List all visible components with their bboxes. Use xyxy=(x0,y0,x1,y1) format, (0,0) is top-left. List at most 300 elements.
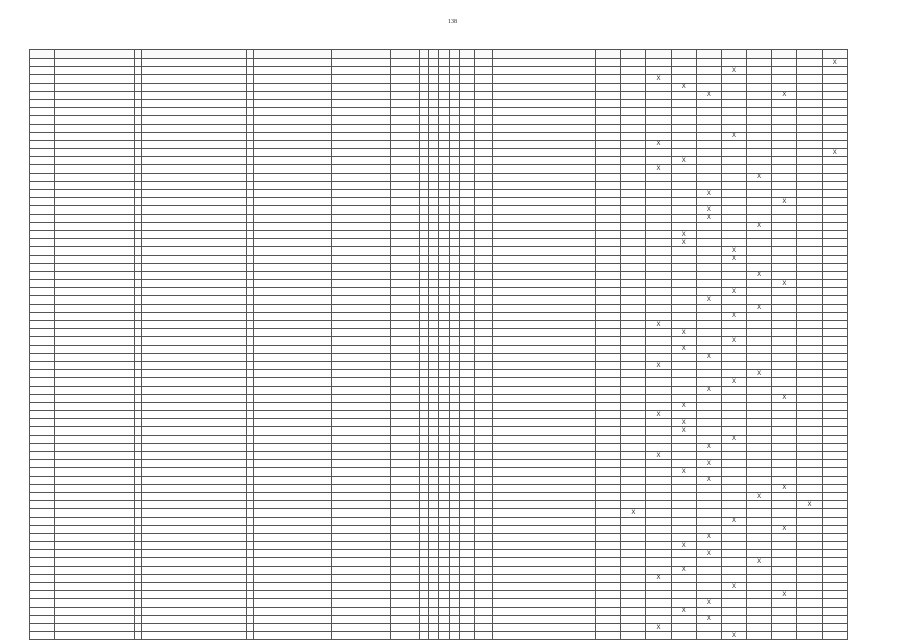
table-cell xyxy=(621,386,646,394)
table-cell xyxy=(460,312,475,320)
table-cell xyxy=(747,574,772,582)
table-cell xyxy=(135,132,142,140)
table-cell xyxy=(30,181,55,189)
table-cell xyxy=(747,542,772,550)
table-cell xyxy=(474,239,492,247)
table-cell xyxy=(747,632,772,640)
table-cell xyxy=(460,607,475,615)
table-cell xyxy=(474,132,492,140)
table-cell xyxy=(247,280,254,288)
table-cell xyxy=(429,157,439,165)
table-cell xyxy=(331,271,390,279)
table-cell xyxy=(797,312,822,320)
table-cell xyxy=(474,370,492,378)
table-cell xyxy=(247,402,254,410)
table-cell xyxy=(247,394,254,402)
column-header xyxy=(474,50,492,59)
table-cell xyxy=(747,468,772,476)
table-cell xyxy=(420,460,429,468)
table-cell xyxy=(135,427,142,435)
table-cell xyxy=(331,378,390,386)
table-cell xyxy=(772,501,797,509)
table-cell xyxy=(439,460,449,468)
table-cell xyxy=(30,443,55,451)
table-cell xyxy=(30,411,55,419)
table-cell xyxy=(621,591,646,599)
table-row xyxy=(30,173,848,181)
table-cell xyxy=(822,140,847,148)
table-cell xyxy=(721,591,746,599)
table-cell xyxy=(671,337,696,345)
table-cell xyxy=(797,132,822,140)
table-cell xyxy=(772,460,797,468)
table-cell xyxy=(460,271,475,279)
table-cell xyxy=(135,468,142,476)
table-cell xyxy=(696,411,721,419)
table-cell xyxy=(247,378,254,386)
table-cell xyxy=(449,312,459,320)
table-cell xyxy=(621,394,646,402)
table-cell xyxy=(460,124,475,132)
table-cell xyxy=(671,460,696,468)
checkmark-cell: X xyxy=(721,632,746,640)
table-cell xyxy=(721,509,746,517)
table-cell xyxy=(721,108,746,116)
table-cell xyxy=(646,255,671,263)
table-cell xyxy=(135,157,142,165)
table-cell xyxy=(142,67,247,75)
table-cell xyxy=(247,75,254,83)
table-cell xyxy=(55,222,135,230)
checkmark-cell: X xyxy=(747,492,772,500)
table-row xyxy=(30,411,848,419)
table-cell xyxy=(822,574,847,582)
table-cell xyxy=(391,517,420,525)
table-row xyxy=(30,263,848,271)
table-cell xyxy=(460,394,475,402)
table-cell xyxy=(797,386,822,394)
table-row xyxy=(30,165,848,173)
table-cell xyxy=(596,574,621,582)
table-header-row xyxy=(30,50,848,59)
table-cell xyxy=(621,361,646,369)
table-cell xyxy=(621,165,646,173)
table-cell xyxy=(474,394,492,402)
table-cell xyxy=(439,59,449,67)
table-cell xyxy=(247,173,254,181)
table-cell xyxy=(254,476,332,484)
table-cell xyxy=(797,353,822,361)
table-cell xyxy=(55,353,135,361)
table-cell xyxy=(142,280,247,288)
table-cell xyxy=(596,517,621,525)
column-header xyxy=(493,50,596,59)
table-cell xyxy=(142,460,247,468)
table-cell xyxy=(493,566,596,574)
table-cell xyxy=(493,296,596,304)
table-cell xyxy=(135,509,142,517)
table-cell xyxy=(822,280,847,288)
table-cell xyxy=(391,435,420,443)
table-cell xyxy=(449,239,459,247)
table-row xyxy=(30,321,848,329)
table-cell xyxy=(449,83,459,91)
table-cell xyxy=(142,91,247,99)
table-cell xyxy=(822,542,847,550)
column-header xyxy=(247,50,254,59)
table-cell xyxy=(247,443,254,451)
table-cell xyxy=(621,239,646,247)
table-cell xyxy=(822,214,847,222)
table-cell xyxy=(493,599,596,607)
table-cell xyxy=(696,329,721,337)
table-row xyxy=(30,190,848,198)
table-cell xyxy=(671,255,696,263)
table-cell xyxy=(474,427,492,435)
table-cell xyxy=(621,427,646,435)
table-cell xyxy=(460,542,475,550)
table-cell xyxy=(247,263,254,271)
table-cell xyxy=(493,271,596,279)
table-cell xyxy=(247,591,254,599)
table-cell xyxy=(55,361,135,369)
checkmark-cell: X xyxy=(696,599,721,607)
table-cell xyxy=(135,271,142,279)
table-cell xyxy=(596,230,621,238)
table-cell xyxy=(747,181,772,189)
table-cell xyxy=(55,345,135,353)
table-cell xyxy=(331,623,390,631)
table-row xyxy=(30,296,848,304)
table-cell xyxy=(747,132,772,140)
table-cell xyxy=(797,542,822,550)
table-cell xyxy=(142,132,247,140)
table-cell xyxy=(493,460,596,468)
table-cell xyxy=(772,443,797,451)
table-cell xyxy=(696,558,721,566)
table-cell xyxy=(721,149,746,157)
table-cell xyxy=(247,427,254,435)
table-cell xyxy=(797,361,822,369)
table-cell xyxy=(646,509,671,517)
table-cell xyxy=(747,427,772,435)
table-cell xyxy=(449,263,459,271)
table-cell xyxy=(474,558,492,566)
table-cell xyxy=(420,583,429,591)
table-cell xyxy=(439,501,449,509)
checkmark-cell: X xyxy=(671,329,696,337)
table-cell xyxy=(142,99,247,107)
table-cell xyxy=(55,492,135,500)
table-cell xyxy=(646,222,671,230)
table-cell xyxy=(822,99,847,107)
table-cell xyxy=(474,468,492,476)
table-cell xyxy=(474,501,492,509)
table-cell xyxy=(439,214,449,222)
table-cell xyxy=(772,468,797,476)
table-cell xyxy=(797,75,822,83)
table-cell xyxy=(721,263,746,271)
table-cell xyxy=(331,263,390,271)
table-cell xyxy=(449,509,459,517)
table-cell xyxy=(460,484,475,492)
table-cell xyxy=(439,583,449,591)
table-cell xyxy=(331,304,390,312)
table-cell xyxy=(254,99,332,107)
table-cell xyxy=(621,198,646,206)
table-cell xyxy=(429,615,439,623)
table-cell xyxy=(621,230,646,238)
table-cell xyxy=(439,329,449,337)
table-cell xyxy=(420,492,429,500)
checkmark-cell: X xyxy=(747,222,772,230)
table-cell xyxy=(55,263,135,271)
table-cell xyxy=(474,181,492,189)
table-cell xyxy=(391,116,420,124)
table-cell xyxy=(429,140,439,148)
table-cell xyxy=(460,99,475,107)
table-row xyxy=(30,353,848,361)
table-cell xyxy=(391,91,420,99)
table-row xyxy=(30,149,848,157)
table-cell xyxy=(721,280,746,288)
table-cell xyxy=(331,345,390,353)
table-cell xyxy=(747,263,772,271)
table-cell xyxy=(254,206,332,214)
table-cell xyxy=(646,591,671,599)
table-cell xyxy=(391,460,420,468)
table-cell xyxy=(621,353,646,361)
table-cell xyxy=(671,492,696,500)
table-cell xyxy=(55,468,135,476)
table-cell xyxy=(439,378,449,386)
table-cell xyxy=(671,533,696,541)
table-cell xyxy=(621,542,646,550)
table-cell xyxy=(429,99,439,107)
table-cell xyxy=(721,140,746,148)
table-cell xyxy=(135,525,142,533)
table-cell xyxy=(822,329,847,337)
checkmark-cell: X xyxy=(797,501,822,509)
table-cell xyxy=(30,132,55,140)
table-cell xyxy=(429,132,439,140)
table-cell xyxy=(772,288,797,296)
table-cell xyxy=(135,501,142,509)
table-cell xyxy=(135,165,142,173)
table-cell xyxy=(596,607,621,615)
table-cell xyxy=(30,239,55,247)
table-cell xyxy=(493,214,596,222)
checkmark-cell: X xyxy=(721,378,746,386)
table-cell xyxy=(254,91,332,99)
table-cell xyxy=(596,583,621,591)
table-cell xyxy=(822,484,847,492)
table-cell xyxy=(247,623,254,631)
table-cell xyxy=(646,157,671,165)
table-cell xyxy=(429,386,439,394)
table-cell xyxy=(331,632,390,640)
column-header xyxy=(721,50,746,59)
table-cell xyxy=(331,181,390,189)
table-cell xyxy=(460,452,475,460)
table-cell xyxy=(671,173,696,181)
table-cell xyxy=(55,181,135,189)
table-cell xyxy=(420,247,429,255)
table-cell xyxy=(135,542,142,550)
checkmark-cell: X xyxy=(646,361,671,369)
table-row xyxy=(30,214,848,222)
table-cell xyxy=(721,615,746,623)
table-cell xyxy=(391,190,420,198)
table-cell xyxy=(721,321,746,329)
table-cell xyxy=(596,353,621,361)
table-cell xyxy=(30,337,55,345)
table-cell xyxy=(747,337,772,345)
table-cell xyxy=(596,386,621,394)
table-cell xyxy=(671,140,696,148)
table-cell xyxy=(391,312,420,320)
checkmark-cell: X xyxy=(721,583,746,591)
table-cell xyxy=(449,271,459,279)
table-cell xyxy=(696,124,721,132)
table-cell xyxy=(247,165,254,173)
table-cell xyxy=(247,566,254,574)
table-cell xyxy=(449,198,459,206)
checkmark-cell: X xyxy=(696,214,721,222)
table-cell xyxy=(797,591,822,599)
table-cell xyxy=(460,517,475,525)
table-cell xyxy=(474,288,492,296)
table-cell xyxy=(460,222,475,230)
table-cell xyxy=(135,116,142,124)
table-cell xyxy=(331,435,390,443)
table-cell xyxy=(420,99,429,107)
table-cell xyxy=(721,492,746,500)
table-cell xyxy=(822,173,847,181)
table-cell xyxy=(429,190,439,198)
table-cell xyxy=(142,370,247,378)
table-cell xyxy=(772,378,797,386)
table-cell xyxy=(331,157,390,165)
table-cell xyxy=(596,255,621,263)
table-cell xyxy=(391,222,420,230)
table-cell xyxy=(55,75,135,83)
table-cell xyxy=(254,386,332,394)
table-cell xyxy=(493,411,596,419)
table-row xyxy=(30,312,848,320)
table-cell xyxy=(420,271,429,279)
table-cell xyxy=(671,452,696,460)
table-cell xyxy=(55,615,135,623)
table-cell xyxy=(391,566,420,574)
table-cell xyxy=(142,484,247,492)
table-cell xyxy=(247,132,254,140)
table-row xyxy=(30,124,848,132)
table-cell xyxy=(772,607,797,615)
table-cell xyxy=(747,476,772,484)
table-cell xyxy=(449,165,459,173)
table-cell xyxy=(391,345,420,353)
table-cell xyxy=(439,230,449,238)
table-cell xyxy=(797,402,822,410)
table-cell xyxy=(439,452,449,460)
table-cell xyxy=(797,83,822,91)
table-cell xyxy=(254,615,332,623)
table-cell xyxy=(429,337,439,345)
table-cell xyxy=(30,91,55,99)
table-cell xyxy=(747,91,772,99)
table-cell xyxy=(30,288,55,296)
table-cell xyxy=(460,460,475,468)
table-cell xyxy=(721,99,746,107)
table-cell xyxy=(254,280,332,288)
table-cell xyxy=(135,460,142,468)
checkmark-cell: X xyxy=(671,157,696,165)
checkmark-cell: X xyxy=(696,353,721,361)
table-cell xyxy=(772,361,797,369)
table-cell xyxy=(747,288,772,296)
table-cell xyxy=(822,304,847,312)
table-cell xyxy=(797,321,822,329)
table-cell xyxy=(429,206,439,214)
table-row xyxy=(30,533,848,541)
table-cell xyxy=(55,255,135,263)
table-cell xyxy=(30,99,55,107)
table-cell xyxy=(621,411,646,419)
table-cell xyxy=(822,476,847,484)
table-cell xyxy=(420,378,429,386)
table-cell xyxy=(429,509,439,517)
table-cell xyxy=(55,591,135,599)
table-cell xyxy=(493,108,596,116)
table-cell xyxy=(391,476,420,484)
table-cell xyxy=(460,230,475,238)
table-cell xyxy=(30,386,55,394)
table-cell xyxy=(254,370,332,378)
checkmark-cell: X xyxy=(747,173,772,181)
checkmark-cell: X xyxy=(772,280,797,288)
table-cell xyxy=(671,206,696,214)
table-cell xyxy=(135,394,142,402)
table-cell xyxy=(621,615,646,623)
table-cell xyxy=(646,59,671,67)
table-cell xyxy=(797,304,822,312)
table-cell xyxy=(135,566,142,574)
table-cell xyxy=(797,239,822,247)
table-cell xyxy=(439,149,449,157)
table-cell xyxy=(449,370,459,378)
table-cell xyxy=(646,501,671,509)
table-cell xyxy=(721,370,746,378)
table-cell xyxy=(474,525,492,533)
table-cell xyxy=(596,67,621,75)
table-cell xyxy=(420,345,429,353)
table-cell xyxy=(254,533,332,541)
table-cell xyxy=(671,296,696,304)
table-cell xyxy=(331,353,390,361)
table-cell xyxy=(254,288,332,296)
table-cell xyxy=(439,239,449,247)
table-cell xyxy=(696,321,721,329)
table-cell xyxy=(247,533,254,541)
table-cell xyxy=(142,583,247,591)
table-cell xyxy=(646,198,671,206)
column-header xyxy=(460,50,475,59)
table-cell xyxy=(142,173,247,181)
table-cell xyxy=(391,509,420,517)
table-cell xyxy=(331,75,390,83)
table-cell xyxy=(772,222,797,230)
